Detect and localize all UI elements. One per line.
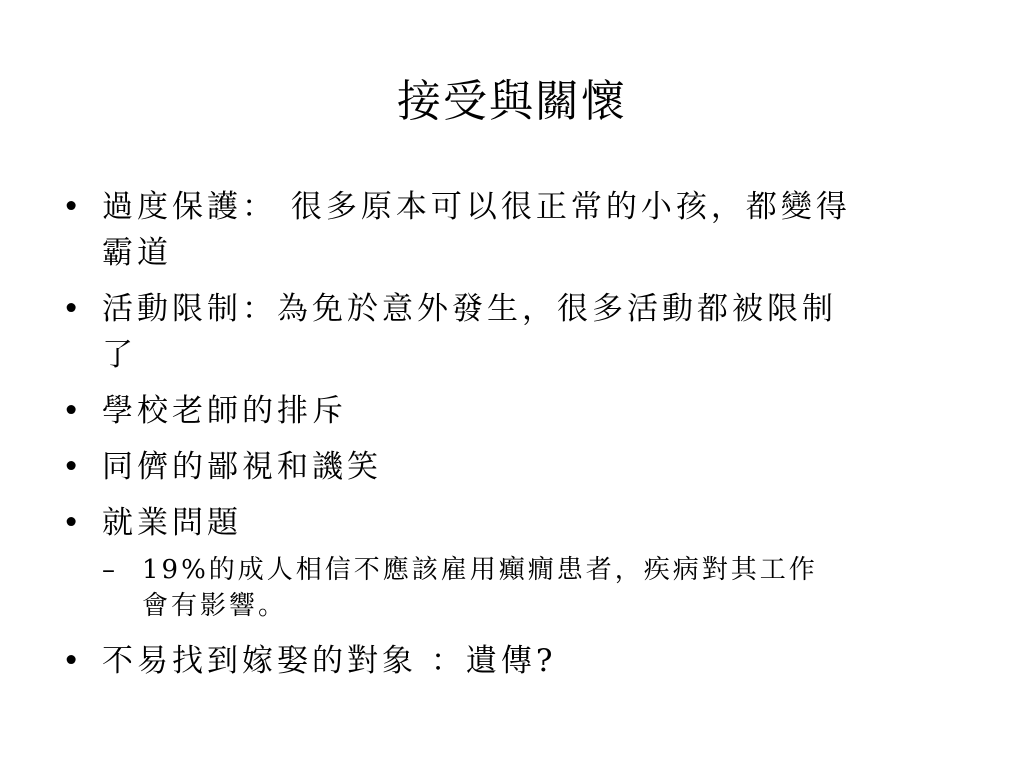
- sub-bullet-text-line: 19%的成人相信不應該雇用癲癇患者，疾病對其工作: [142, 555, 818, 585]
- bullet-item-peer-contempt: [62, 444, 962, 490]
- bullet-item-overprotection: [62, 184, 962, 276]
- bullet-text-line: 就業問題: [102, 505, 242, 541]
- bullet-text-line: 了: [102, 337, 137, 373]
- bullet-item-marriage: [62, 638, 962, 684]
- bullet-marker: •: [62, 189, 85, 225]
- bullet-text-line: 學校老師的排斥: [102, 393, 347, 429]
- sub-bullet-text-line: 會有影響。: [142, 591, 288, 621]
- sub-bullet-marker: –: [102, 555, 118, 585]
- bullet-text-line: 過度保護： 很多原本可以很正常的小孩，都變得: [102, 189, 851, 225]
- bullet-marker: •: [62, 643, 85, 679]
- bullet-text-line: 活動限制：為免於意外發生，很多活動都被限制: [102, 291, 837, 327]
- bullet-item-teacher-rejection: [62, 388, 962, 434]
- bullet-text-line: 不易找到嫁娶的對象 ：遺傳?: [102, 643, 557, 679]
- bullet-item-employment: [62, 500, 962, 546]
- bullet-marker: •: [62, 393, 85, 429]
- slide-title: 接受與關懷: [397, 76, 627, 127]
- bullet-marker: •: [62, 505, 85, 541]
- bullet-list: [62, 184, 962, 694]
- sub-bullet-item-employment-survey: [102, 552, 962, 624]
- bullet-text-line: 霸道: [102, 235, 172, 271]
- bullet-item-activity-limits: [62, 286, 962, 378]
- bullet-text-line: 同儕的鄙視和譏笑: [102, 449, 382, 485]
- bullet-marker: •: [62, 449, 85, 485]
- bullet-marker: •: [62, 291, 85, 327]
